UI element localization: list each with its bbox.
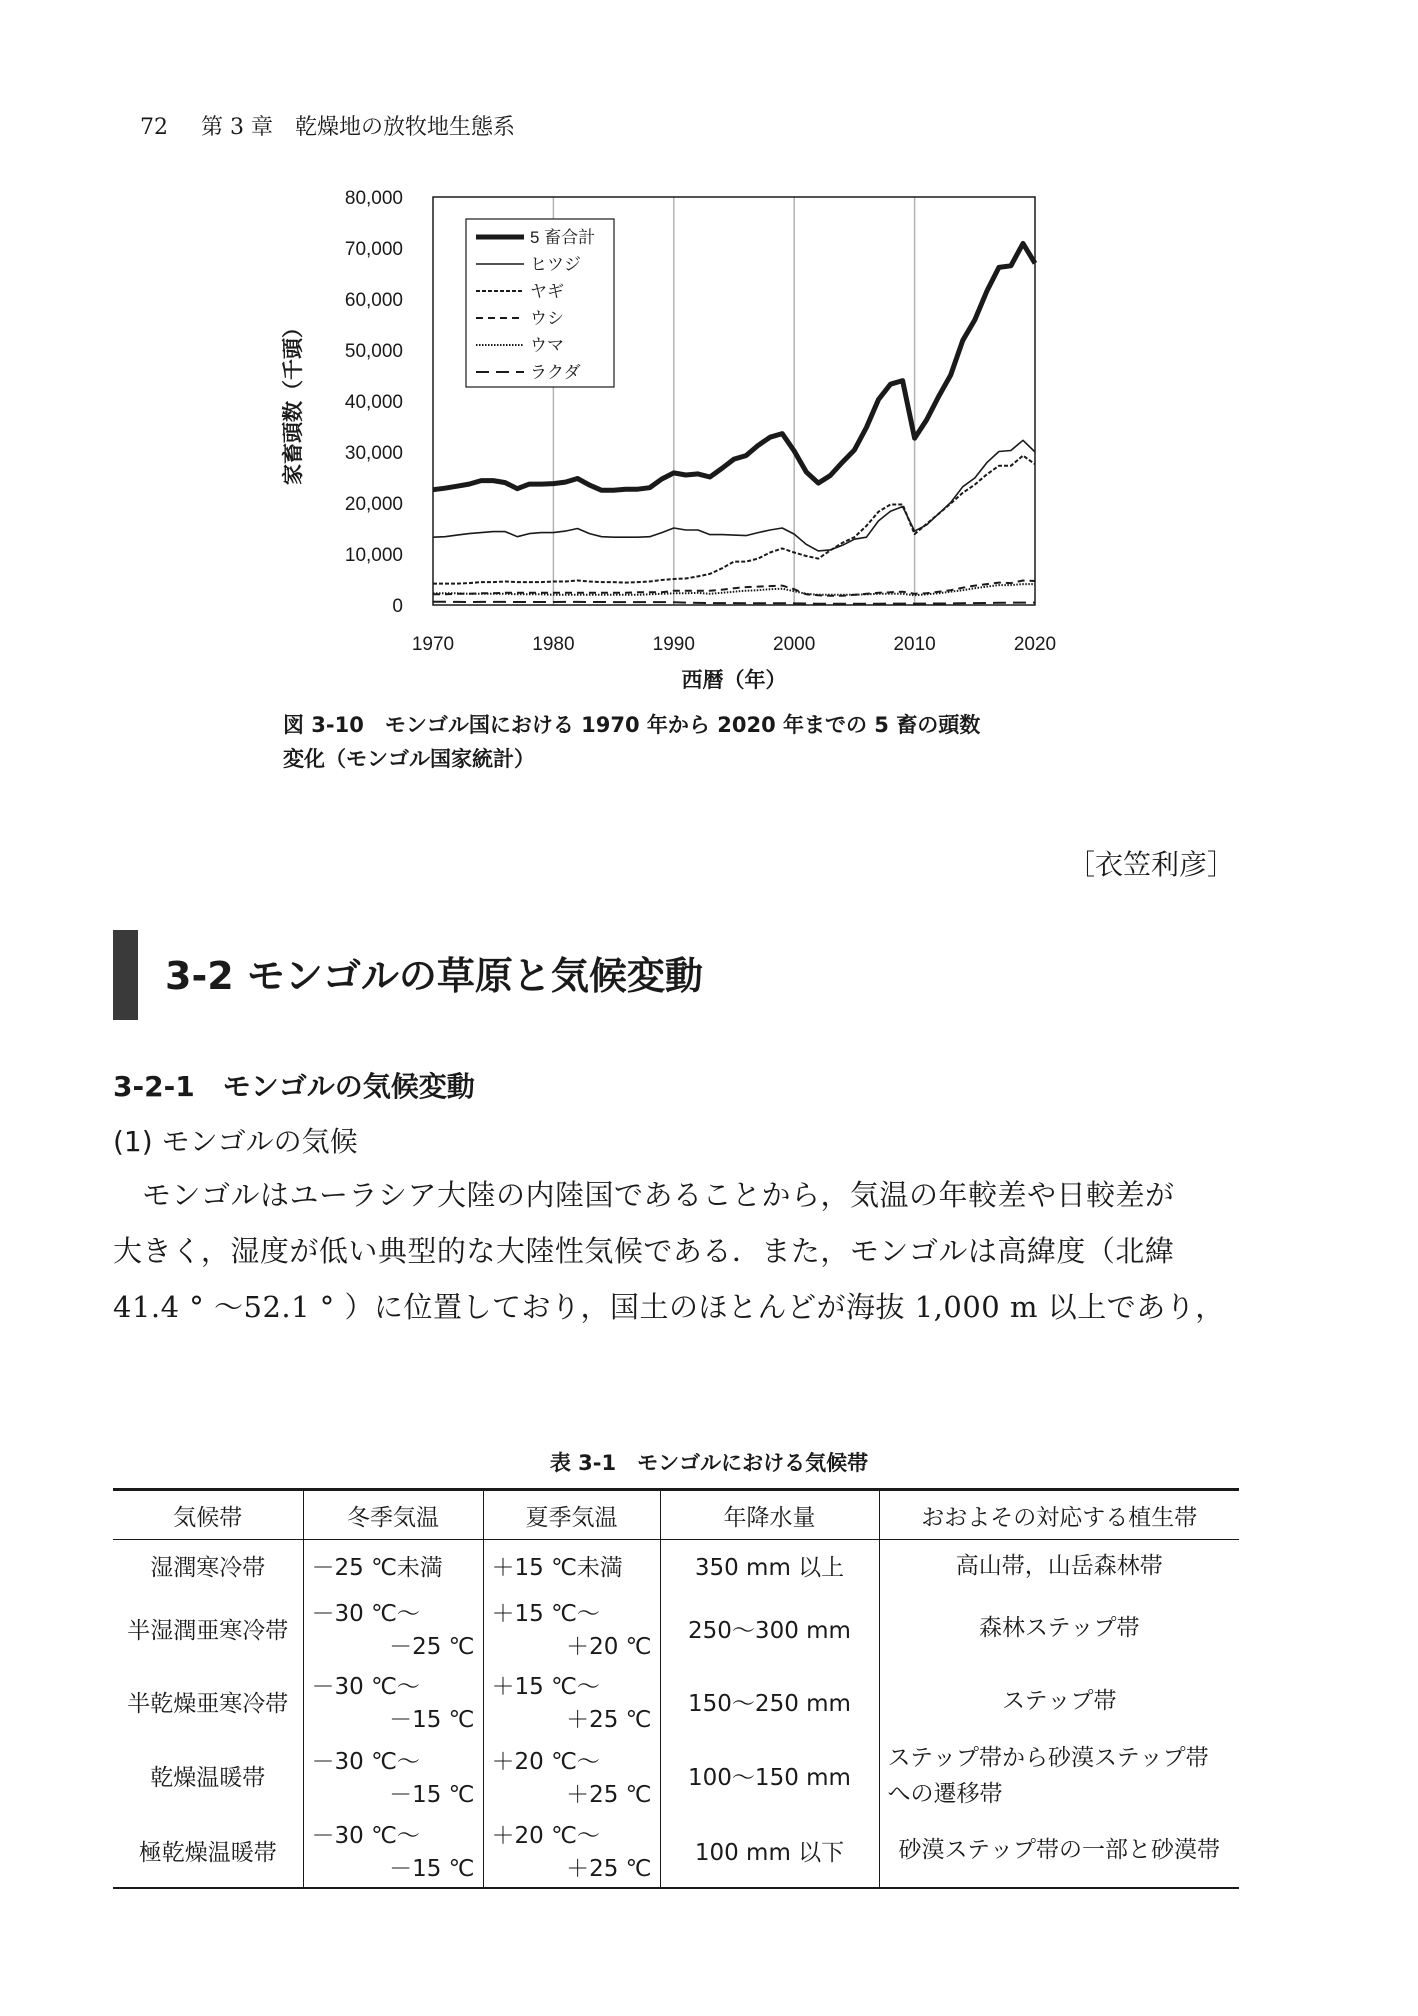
winter-temp-from: －25 ℃未満	[311, 1555, 443, 1582]
vegetation-zone: ステップ帯	[879, 1665, 1239, 1738]
body-paragraph	[113, 1167, 1253, 1335]
header-summer: 夏季気温	[483, 1490, 660, 1540]
climate-zone-table	[113, 1488, 1239, 1889]
table-row	[113, 1665, 1239, 1738]
legend-label: ウシ	[530, 309, 564, 328]
winter-temp	[303, 1814, 483, 1888]
table-row	[113, 1592, 1239, 1665]
table-row	[113, 1738, 1239, 1814]
summer-temp-from: ＋15 ℃未満	[491, 1555, 623, 1582]
vegetation-zone: 高山帯，山岳森林帯	[879, 1540, 1239, 1592]
y-tick-label: 60,000	[344, 290, 403, 311]
vegetation-zone: 砂漠ステップ帯の一部と砂漠帯	[879, 1814, 1239, 1888]
zone-name: 半乾燥亜寒冷帯	[127, 1690, 289, 1717]
y-tick-label: 0	[392, 596, 403, 617]
winter-temp	[303, 1738, 483, 1814]
subsubsection-title: (1) モンゴルの気候	[113, 1125, 358, 1158]
body-line-2: 大きく，湿度が低い典型的な大陸性気候である．また，モンゴルは高緯度（北緯	[113, 1234, 1175, 1268]
table-header-row	[113, 1490, 1239, 1540]
y-tick-label: 80,000	[344, 188, 403, 209]
livestock-line-chart	[270, 180, 1090, 700]
series-line-dash	[433, 456, 1035, 584]
x-tick-label: 1980	[532, 634, 575, 655]
table-caption: 表 3-1 モンゴルにおける気候帯	[549, 1451, 869, 1475]
y-tick-label: 20,000	[344, 494, 403, 515]
page-number: 72	[140, 115, 168, 140]
zone-name: 半湿潤亜寒冷帯	[127, 1617, 289, 1644]
summer-temp-to: ＋20 ℃	[566, 1634, 652, 1660]
header-precip: 年降水量	[660, 1490, 879, 1540]
annual-precip: 250～300 mm	[660, 1592, 879, 1665]
summer-temp	[483, 1665, 660, 1738]
subsection-title: 3-2-1 モンゴルの気候変動	[113, 1070, 475, 1103]
legend-label: 5 畜合計	[530, 228, 596, 247]
annual-precip: 350 mm 以上	[660, 1540, 879, 1592]
summer-temp-to: ＋25 ℃	[566, 1707, 652, 1733]
y-tick-label: 50,000	[344, 341, 403, 362]
running-header	[140, 110, 515, 141]
winter-temp-from: －30 ℃～	[311, 1823, 420, 1849]
y-tick-label: 40,000	[344, 392, 403, 413]
summer-temp	[483, 1592, 660, 1665]
winter-temp-to: －15 ℃	[389, 1856, 475, 1882]
annual-precip: 100 mm 以下	[660, 1814, 879, 1888]
series-line-longdash	[433, 602, 1035, 604]
annual-precip: 150～250 mm	[660, 1665, 879, 1738]
x-tick-label: 2010	[893, 634, 936, 655]
table-row	[113, 1540, 1239, 1592]
summer-temp	[483, 1814, 660, 1888]
x-tick-label: 2020	[1013, 634, 1057, 655]
legend-label: ヤギ	[530, 282, 564, 301]
zone-name: 乾燥温暖帯	[150, 1765, 266, 1791]
series-line-dotted	[433, 584, 1035, 595]
winter-temp-from: －30 ℃～	[311, 1601, 420, 1627]
summer-temp-to: ＋25 ℃	[566, 1781, 652, 1808]
summer-temp-from: ＋15 ℃～	[491, 1601, 600, 1627]
vegetation-zone: 森林ステップ帯	[879, 1592, 1239, 1665]
figure-caption	[283, 708, 1103, 776]
winter-temp-to: －25 ℃	[389, 1634, 475, 1660]
y-tick-label: 70,000	[344, 239, 403, 260]
summer-temp	[483, 1738, 660, 1814]
winter-temp-to: －15 ℃	[389, 1707, 475, 1733]
figure-caption-line-2: 変化（モンゴル国家統計）	[283, 747, 535, 771]
zone-name: 湿潤寒冷帯	[150, 1555, 266, 1582]
y-tick-label: 10,000	[344, 545, 403, 566]
y-tick-label: 30,000	[344, 443, 403, 464]
x-tick-label: 1970	[411, 634, 455, 655]
vegetation-zone	[879, 1738, 1239, 1814]
x-axis-title: 西暦（年）	[681, 669, 787, 692]
summer-temp-from: ＋20 ℃～	[491, 1748, 600, 1775]
vegetation-line-2: への遷移帯	[887, 1780, 1003, 1807]
winter-temp-from: －30 ℃～	[311, 1674, 420, 1700]
section-marker-bar	[113, 930, 138, 1020]
winter-temp	[303, 1592, 483, 1665]
header-zone: 気候帯	[113, 1490, 303, 1540]
winter-temp	[303, 1540, 483, 1592]
x-tick-label: 2000	[773, 634, 816, 655]
body-line-1: モンゴルはユーラシア大陸の内陸国であることから，気温の年較差や日較差が	[142, 1178, 1175, 1212]
header-vegetation: おおよその対応する植生帯	[879, 1490, 1239, 1540]
figure-caption-line-1: 図 3-10 モンゴル国における 1970 年から 2020 年までの 5 畜の頭数	[283, 713, 981, 737]
header-winter: 冬季気温	[303, 1490, 483, 1540]
winter-temp	[303, 1665, 483, 1738]
summer-temp	[483, 1540, 660, 1592]
summer-temp-to: ＋25 ℃	[566, 1856, 652, 1882]
legend-label: ヒツジ	[530, 255, 581, 274]
table-row	[113, 1814, 1239, 1888]
annual-precip: 100～150 mm	[660, 1738, 879, 1814]
summer-temp-from: ＋20 ℃～	[491, 1823, 600, 1849]
section-title: 3-2 モンゴルの草原と気候変動	[165, 954, 703, 998]
winter-temp-from: －30 ℃～	[311, 1748, 420, 1775]
legend-label: ウマ	[530, 336, 564, 355]
body-line-3: 41.4 ° ～52.1 ° ）に位置しており，国土のほとんどが海抜 1,000 m 以上であり，	[113, 1290, 1225, 1324]
summer-temp-from: ＋15 ℃～	[491, 1674, 600, 1700]
vegetation-line-1: ステップ帯から砂漠ステップ帯	[887, 1744, 1209, 1771]
legend-label: ラクダ	[530, 363, 581, 382]
chapter-title: 第 3 章 乾燥地の放牧地生態系	[201, 115, 515, 140]
x-tick-label: 1990	[652, 634, 695, 655]
y-axis-title: 家畜頭数（千頭）	[282, 317, 305, 485]
winter-temp-to: －15 ℃	[389, 1781, 475, 1808]
zone-name: 極乾燥温暖帯	[113, 1814, 303, 1888]
author-credit: ［衣笠利彦］	[1066, 848, 1235, 881]
